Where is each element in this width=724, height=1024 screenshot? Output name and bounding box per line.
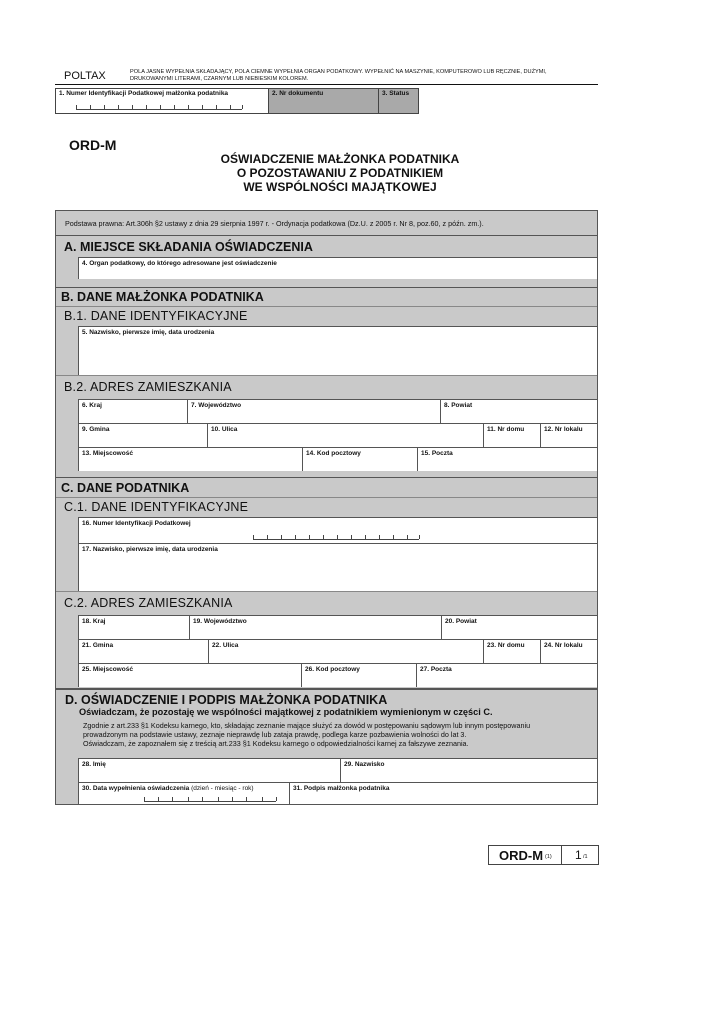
- form-title: [200, 152, 480, 194]
- section-d-legal-line-2: prowadzonym na podstawie ustawy, zeznaje nieprawdę lub zataja prawdę, podlega karze pozbawienia wolności do lat 3.: [83, 730, 467, 739]
- fill-date-label-text: 30. Data wypełnienia oświadczenia: [82, 785, 190, 792]
- spouse-name-label: 5. Nazwisko, pierwsze imię, data urodzenia: [82, 329, 215, 336]
- header-field-row: [55, 88, 419, 114]
- last-name-label: 29. Nazwisko: [344, 761, 385, 768]
- c-post-office-field[interactable]: [416, 663, 597, 687]
- c-county-field[interactable]: [441, 615, 597, 639]
- taxpayer-nip-field[interactable]: [78, 517, 597, 543]
- b-post-office-label: 15. Poczta: [421, 450, 453, 457]
- first-name-field[interactable]: [78, 758, 340, 782]
- c-city-field[interactable]: [78, 663, 301, 687]
- instructions-line-2: DRUKOWANYMI LITERAMI, CZARNYM LUB NIEBIESKIM KOLOREM.: [130, 76, 309, 82]
- footer-code-cell: [489, 846, 562, 864]
- c-street-field[interactable]: [208, 639, 483, 663]
- section-b1-header: [56, 306, 597, 326]
- b-city-label: 13. Miejscowość: [82, 450, 133, 457]
- fill-date-field[interactable]: [78, 782, 289, 804]
- section-a-title: A. MIEJSCE SKŁADANIA OŚWIADCZENIA: [64, 240, 313, 254]
- tax-office-label: 4. Organ podatkowy, do którego adresowane jest oświadczenie: [82, 260, 277, 267]
- section-d-legal-line-3: Oświadczam, że zapoznałem się z treścią art.233 §1 Kodeksu karnego o odpowiedzialności karnej za fałszywe zeznania.: [83, 739, 469, 748]
- b-street-field[interactable]: [207, 423, 483, 447]
- document-number-label: 2. Nr dokumentu: [272, 90, 324, 97]
- section-c1-title: C.1. DANE IDENTYFIKACYJNE: [64, 500, 249, 514]
- b-postal-code-field[interactable]: [302, 447, 417, 471]
- section-c-header: [56, 477, 597, 496]
- footer-form-code: ORD-M: [499, 848, 544, 863]
- b-country-field[interactable]: [78, 399, 187, 423]
- b-apartment-number-label: 12. Nr lokalu: [544, 426, 583, 433]
- b-house-number-field[interactable]: [483, 423, 540, 447]
- nip-spouse-field[interactable]: [56, 89, 268, 113]
- c-street-label: 22. Ulica: [212, 642, 239, 649]
- spouse-name-field[interactable]: [78, 326, 597, 375]
- signature-field[interactable]: [289, 782, 597, 804]
- c-city-label: 25. Miejscowość: [82, 666, 133, 673]
- last-name-field[interactable]: [340, 758, 597, 782]
- nip-spouse-ticks: [76, 104, 242, 110]
- b-city-field[interactable]: [78, 447, 302, 471]
- c-commune-field[interactable]: [78, 639, 208, 663]
- status-field: [378, 89, 418, 113]
- b-commune-field[interactable]: [78, 423, 207, 447]
- c-apartment-number-label: 24. Nr lokalu: [544, 642, 583, 649]
- footer-page-total: /1: [583, 854, 588, 860]
- tax-office-field[interactable]: [78, 257, 597, 279]
- footer-form-version: (1): [545, 854, 552, 860]
- c-postal-code-field[interactable]: [301, 663, 416, 687]
- poltax-label: POLTAX: [64, 70, 106, 82]
- fill-date-label: [82, 785, 254, 792]
- nip-spouse-label: 1. Numer Identyfikacji Podatkowej małżonka podatnika: [59, 90, 229, 97]
- footer-form-box: [488, 845, 599, 865]
- b-country-label: 6. Kraj: [82, 402, 102, 409]
- instructions-line-1: POLA JASNE WYPEŁNIA SKŁADAJĄCY, POLA CIEMNE WYPEŁNIA ORGAN PODATKOWY. WYPEŁNIĆ NA MASZYNIE, KOMPUTEROWO LUB RĘCZNIE, DUŻYMI,: [130, 69, 547, 75]
- section-b2-title: B.2. ADRES ZAMIESZKANIA: [64, 380, 232, 394]
- taxpayer-name-field[interactable]: [78, 543, 597, 591]
- b-postal-code-label: 14. Kod pocztowy: [306, 450, 361, 457]
- section-c2-title: C.2. ADRES ZAMIESZKANIA: [64, 596, 233, 610]
- section-d-statement: Oświadczam, że pozostaję we wspólności majątkowej z podatnikiem wymienionym w części C.: [79, 707, 493, 717]
- fill-date-ticks: [144, 796, 276, 802]
- fill-date-hint: (dzień - miesiąc - rok): [191, 785, 254, 792]
- form-title-line-2: O POZOSTAWANIU Z PODATNIKIEM: [236, 166, 444, 180]
- section-b1-title: B.1. DANE IDENTYFIKACYJNE: [64, 309, 248, 323]
- c-house-number-field[interactable]: [483, 639, 540, 663]
- c-apartment-number-field[interactable]: [540, 639, 597, 663]
- b-apartment-number-field[interactable]: [540, 423, 597, 447]
- header-rule: [55, 84, 598, 85]
- section-a-header: [56, 235, 597, 257]
- signature-label: 31. Podpis małżonka podatnika: [293, 785, 390, 792]
- c-house-number-label: 23. Nr domu: [487, 642, 525, 649]
- section-c2-header: [56, 591, 597, 615]
- footer-page-cell: [562, 846, 598, 864]
- legal-basis: Podstawa prawna: Art.306h §2 ustawy z dnia 29 sierpnia 1997 r. - Ordynacja podatkowa (Dz.U. z 2005 r. Nr 8, poz.60, z późn. zm.).: [65, 219, 484, 228]
- c-post-office-label: 27. Poczta: [420, 666, 452, 673]
- first-name-label: 28. Imię: [82, 761, 106, 768]
- c-postal-code-label: 26. Kod pocztowy: [305, 666, 360, 673]
- form-title-line-3: WE WSPÓLNOŚCI MAJĄTKOWEJ: [243, 180, 437, 194]
- footer-page-number: 1: [575, 848, 582, 862]
- b-house-number-label: 11. Nr domu: [487, 426, 525, 433]
- section-c1-header: [56, 497, 597, 517]
- document-number-field: [268, 89, 378, 113]
- section-b2-header: [56, 375, 597, 399]
- c-commune-label: 21. Gmina: [82, 642, 114, 649]
- b-commune-label: 9. Gmina: [82, 426, 110, 433]
- status-label: 3. Status: [382, 90, 410, 97]
- b-post-office-field[interactable]: [417, 447, 597, 471]
- form-code: ORD-M: [69, 137, 117, 153]
- b-voivodeship-label: 7. Województwo: [191, 402, 242, 409]
- taxpayer-nip-ticks: [253, 534, 419, 540]
- taxpayer-nip-label: 16. Numer Identyfikacji Podatkowej: [82, 520, 191, 527]
- section-b-header: [56, 287, 597, 305]
- b-county-label: 8. Powiat: [444, 402, 473, 409]
- b-county-field[interactable]: [440, 399, 597, 423]
- form-title-line-1: OŚWIADCZENIE MAŁŻONKA PODATNIKA: [220, 152, 460, 166]
- taxpayer-name-label: 17. Nazwisko, pierwsze imię, data urodzenia: [82, 546, 218, 553]
- b-street-label: 10. Ulica: [211, 426, 238, 433]
- c-voivodeship-field[interactable]: [189, 615, 441, 639]
- c-county-label: 20. Powiat: [445, 618, 477, 625]
- form-body: [55, 210, 598, 805]
- section-c-title: C. DANE PODATNIKA: [61, 481, 190, 495]
- c-voivodeship-label: 19. Województwo: [193, 618, 247, 625]
- c-country-field[interactable]: [78, 615, 189, 639]
- section-d-legal-line-1: Zgodnie z art.233 §1 Kodeksu karnego, kto, składając zeznanie mające służyć za dowód w postępowaniu sądowym lub innym postępowaniu: [83, 721, 531, 730]
- c-country-label: 18. Kraj: [82, 618, 106, 625]
- section-d-block: [56, 688, 597, 758]
- b-voivodeship-field[interactable]: [187, 399, 440, 423]
- section-d-title: D. OŚWIADCZENIE I PODPIS MAŁŻONKA PODATNIKA: [65, 693, 388, 707]
- section-b-title: B. DANE MAŁŻONKA PODATNIKA: [61, 290, 264, 304]
